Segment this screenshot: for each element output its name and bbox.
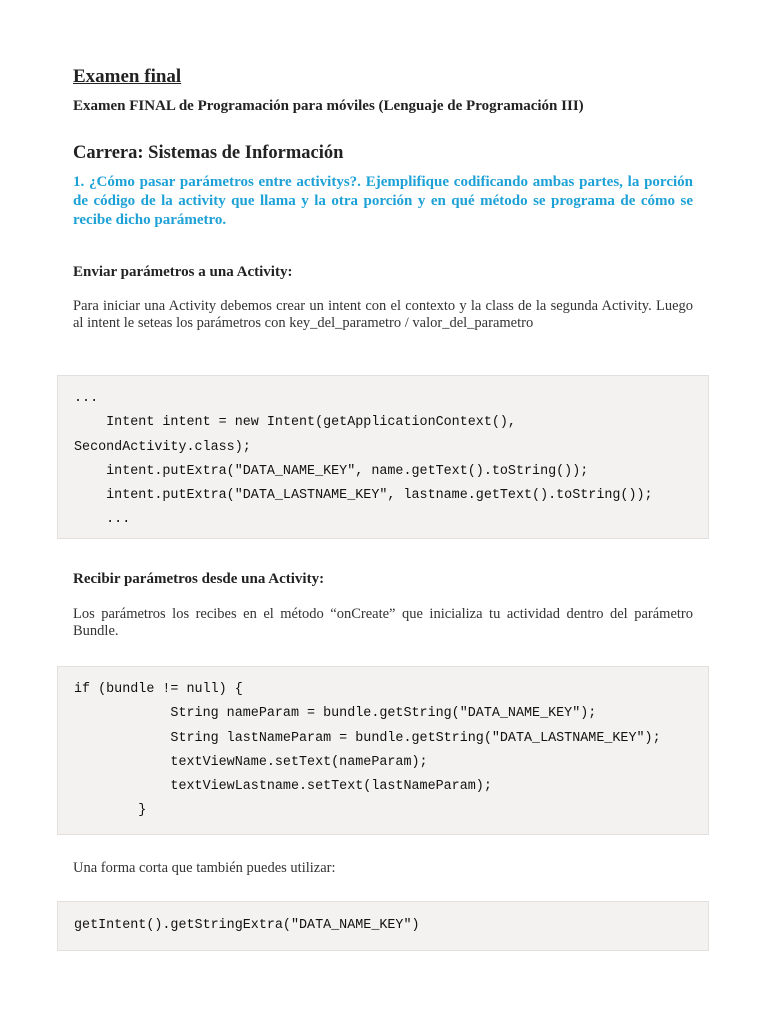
document-title: Examen final xyxy=(73,66,182,87)
receive-section-paragraph: Los parámetros los recibes en el método “onCreate” que inicializa tu actividad dentro del parámetro Bundle. xyxy=(73,606,693,639)
code-line: textViewName.setText(nameParam); xyxy=(74,754,428,770)
code-line: } xyxy=(74,803,147,819)
code-line: String lastNameParam = bundle.getString("DATA_LASTNAME_KEY"); xyxy=(74,730,661,746)
send-code-block xyxy=(57,375,709,539)
code-line: Intent intent = new Intent(getApplicationContext(), xyxy=(74,415,516,431)
question-text: 1. ¿Cómo pasar parámetros entre activitys?. Ejemplifique codificando ambas partes, la porción de código de la activity que llama y la otra porción y en qué método se programa de cómo se recibe dicho parámetro. xyxy=(73,174,693,228)
receive-code-block xyxy=(57,666,709,835)
code-line: intent.putExtra("DATA_LASTNAME_KEY", lastname.getText().toString()); xyxy=(74,488,653,504)
code-line: SecondActivity.class); xyxy=(74,439,251,455)
career-heading: Carrera: Sistemas de Información xyxy=(73,143,344,163)
code-line: textViewLastname.setText(lastNameParam); xyxy=(74,779,492,795)
exam-subtitle: Examen FINAL de Programación para móviles (Lenguaje de Programación III) xyxy=(73,98,584,114)
code-line: if (bundle != null) { xyxy=(74,682,243,697)
code-line: getIntent().getStringExtra("DATA_NAME_KEY") xyxy=(74,918,420,933)
code-line: ... xyxy=(74,512,131,528)
short-form-paragraph: Una forma corta que también puedes utilizar: xyxy=(73,860,336,876)
send-section-paragraph: Para iniciar una Activity debemos crear un intent con el contexto y la class de la segunda Activity. Luego al intent le seteas los parámetros con key_del_parametro / valor_del_parametro xyxy=(73,298,693,331)
code-line: ... xyxy=(74,391,99,406)
code-line: intent.putExtra("DATA_NAME_KEY", name.getText().toString()); xyxy=(74,463,589,479)
receive-section-heading: Recibir parámetros desde una Activity: xyxy=(73,571,325,587)
code-line: String nameParam = bundle.getString("DATA_NAME_KEY"); xyxy=(74,706,597,722)
send-section-heading: Enviar parámetros a una Activity: xyxy=(73,264,293,280)
short-code-block xyxy=(57,901,709,951)
